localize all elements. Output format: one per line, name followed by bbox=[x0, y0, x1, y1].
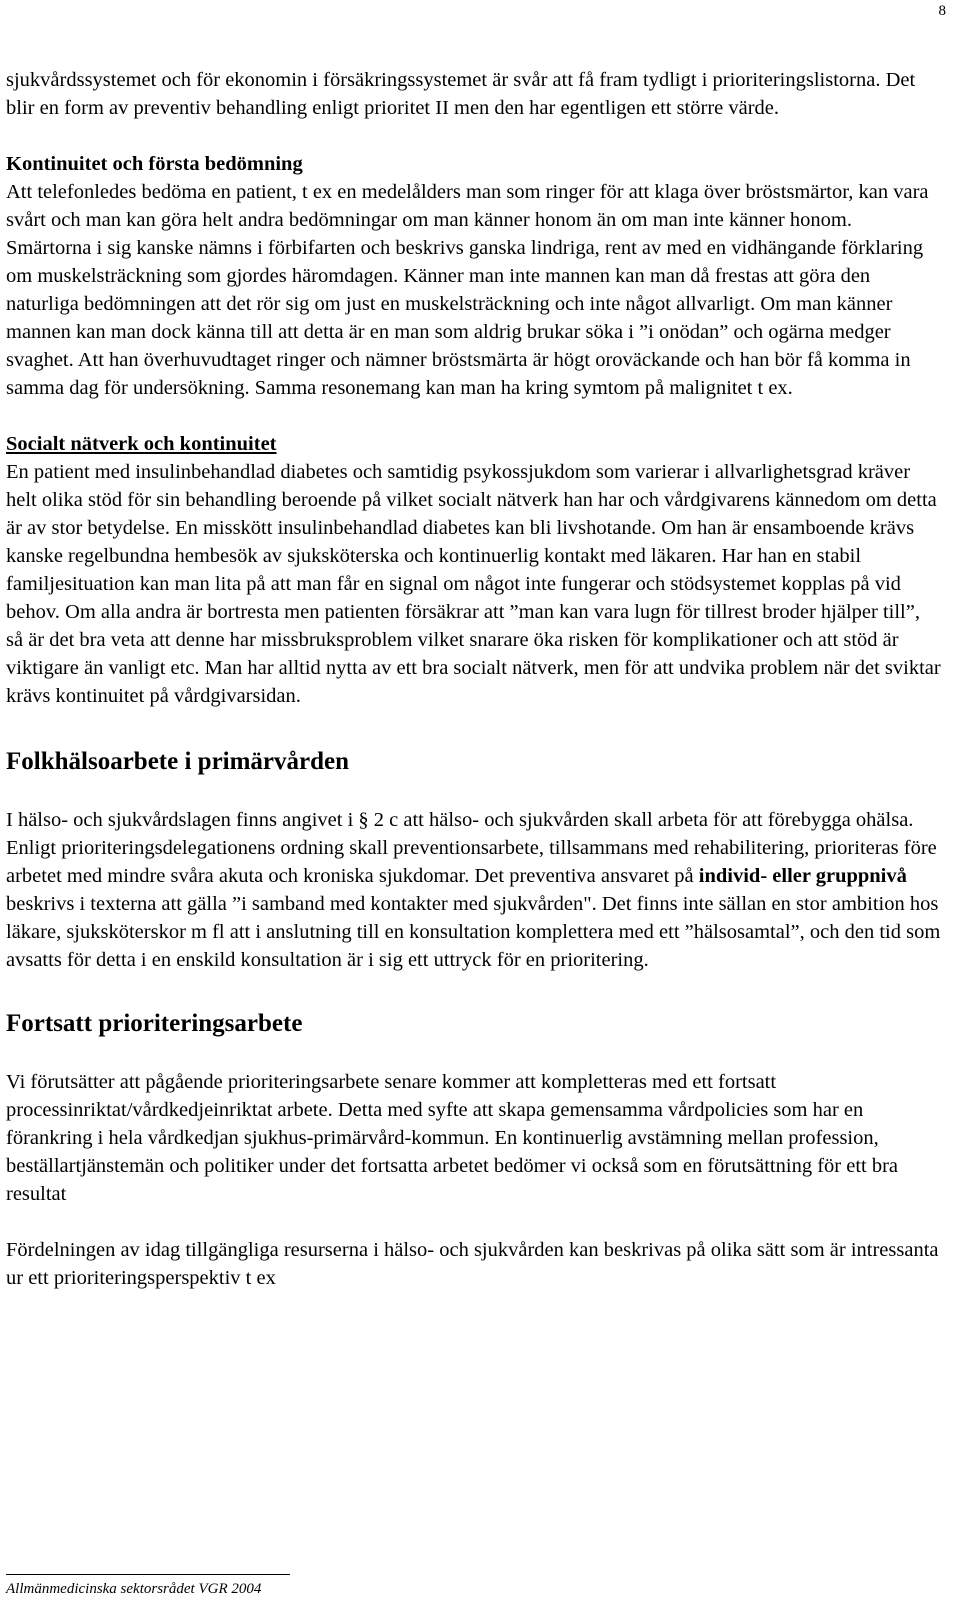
socialt-paragraph: En patient med insulinbehandlad diabetes och samtidig psykossjukdom som varierar i allvarlighetsgrad kräver helt olika stöd för sin behandling beroende på vilket socialt nätverk han har och vårdgivarens kännedom om detta är av stor betydelse. En misskött insulinbehandlad diabetes kan bli livshotande. Om han är ensamboende krävs kanske regelbundna hembesök av sjuksköterska och kontinuerlig kontakt med läkaren. Har han en stabil familjesituation kan man lita på att man får en signal om något inte fungerar och stödsystemet kopplas på vid behov. Om alla andra är bortresta men patienten försäkrar att ”man kan vara lugn för tillrest broder hjälper till”, så är det bra veta att denne har missbruksproblem vilket snarare öka risken för komplikationer och att stöd är viktigare än vanligt etc. Man har alltid nytta av ett bra socialt nätverk, men för att undvika problem när det sviktar krävs kontinuitet på vårdgivarsidan. bbox=[6, 461, 941, 707]
footer-divider bbox=[6, 1574, 290, 1575]
fortsatt-paragraph-2: Fördelningen av idag tillgängliga resurserna i hälso- och sjukvården kan beskrivas på olika sätt som är intressanta ur ett prioriteringsperspektiv t ex bbox=[6, 1239, 939, 1289]
document-body bbox=[6, 66, 942, 1292]
heading-fortsatt: Fortsatt prioriteringsarbete bbox=[6, 1010, 303, 1037]
section-fortsatt bbox=[6, 1008, 942, 1292]
folkhalsa-bold-text: individ- eller gruppnivå bbox=[698, 865, 907, 887]
intro-paragraph: sjukvårdssystemet och för ekonomin i försäkringssystemet är svår att få fram tydligt i prioriteringslistorna. Det blir en form av preventiv behandling enligt prioritet II men den har egentligen ett större värde. bbox=[6, 69, 916, 119]
heading-folkhalsa: Folkhälsoarbete i primärvården bbox=[6, 748, 350, 775]
section-folkhalsa bbox=[6, 746, 942, 974]
folkhalsa-text-2: beskrivs i texterna att gälla ”i samband med kontakter med sjukvården". Det finns inte sällan en stor ambition hos läkare, sjuksköterskor m fl att i anslutning till en konsultation komplettera med ett ”hälsosamtal”, och den tid som avsatts för detta i en enskild konsultation är i sig ett uttryck för en prioritering. bbox=[6, 893, 941, 971]
page-number: 8 bbox=[938, 3, 946, 19]
heading-kontinuitet: Kontinuitet och första bedömning bbox=[6, 153, 303, 175]
section-kontinuitet bbox=[6, 150, 942, 402]
folkhalsa-paragraph bbox=[6, 806, 942, 974]
kontinuitet-paragraph: Att telefonledes bedöma en patient, t ex en medelålders man som ringer för att klaga över bröstsmärtor, kan vara svårt och man kan göra helt andra bedömningar om man känner honom än om man inte känner honom. Smärtorna i sig kanske nämns i förbifarten och beskrivs ganska lindriga, rent av med en vidhängande förklaring om muskelsträckning som gjordes häromdagen. Känner man inte mannen kan man då frestas att göra den naturliga bedömningen att det rör sig om just en muskelsträckning och inte något allvarligt. Om man känner mannen kan man dock känna till att detta är en man som aldrig brukar söka i ”i onödan” och ogärna medger svaghet. Att han överhuvudtaget ringer och nämner bröstsmärta är högt oroväckande och han bör få komma in samma dag för undersökning. Samma resonemang kan man ha kring symtom på malignitet t ex. bbox=[6, 181, 929, 399]
fortsatt-paragraph-1: Vi förutsätter att pågående prioriteringsarbete senare kommer att kompletteras med ett fortsatt processinriktat/vårdkedjeinriktat arbete. Detta med syfte att skapa gemensamma vårdpolicies som har en förankring i hela vårdkedjan sjukhus-primärvård-kommun. En kontinuerlig avstämning mellan profession, beställartjänstemän och politiker under det fortsatta arbetet bedömer vi också som en förutsättning för ett bra resultat bbox=[6, 1071, 899, 1205]
heading-socialt: Socialt nätverk och kontinuitet bbox=[6, 433, 277, 455]
folkhalsa-text-1: I hälso- och sjukvårdslagen finns angivet i § 2 c att hälso- och sjukvården skall arbeta för att förebygga ohälsa. Enligt prioriteringsdelegationens ordning skall preventionsarbete, tillsammans med rehabilitering, prioriteras före arbetet med mindre svåra akuta och kroniska sjukdomar. Det preventiva ansvaret på bbox=[6, 809, 937, 887]
section-socialt bbox=[6, 430, 942, 710]
page-footer: Allmänmedicinska sektorsrådet VGR 2004 bbox=[6, 1581, 262, 1597]
